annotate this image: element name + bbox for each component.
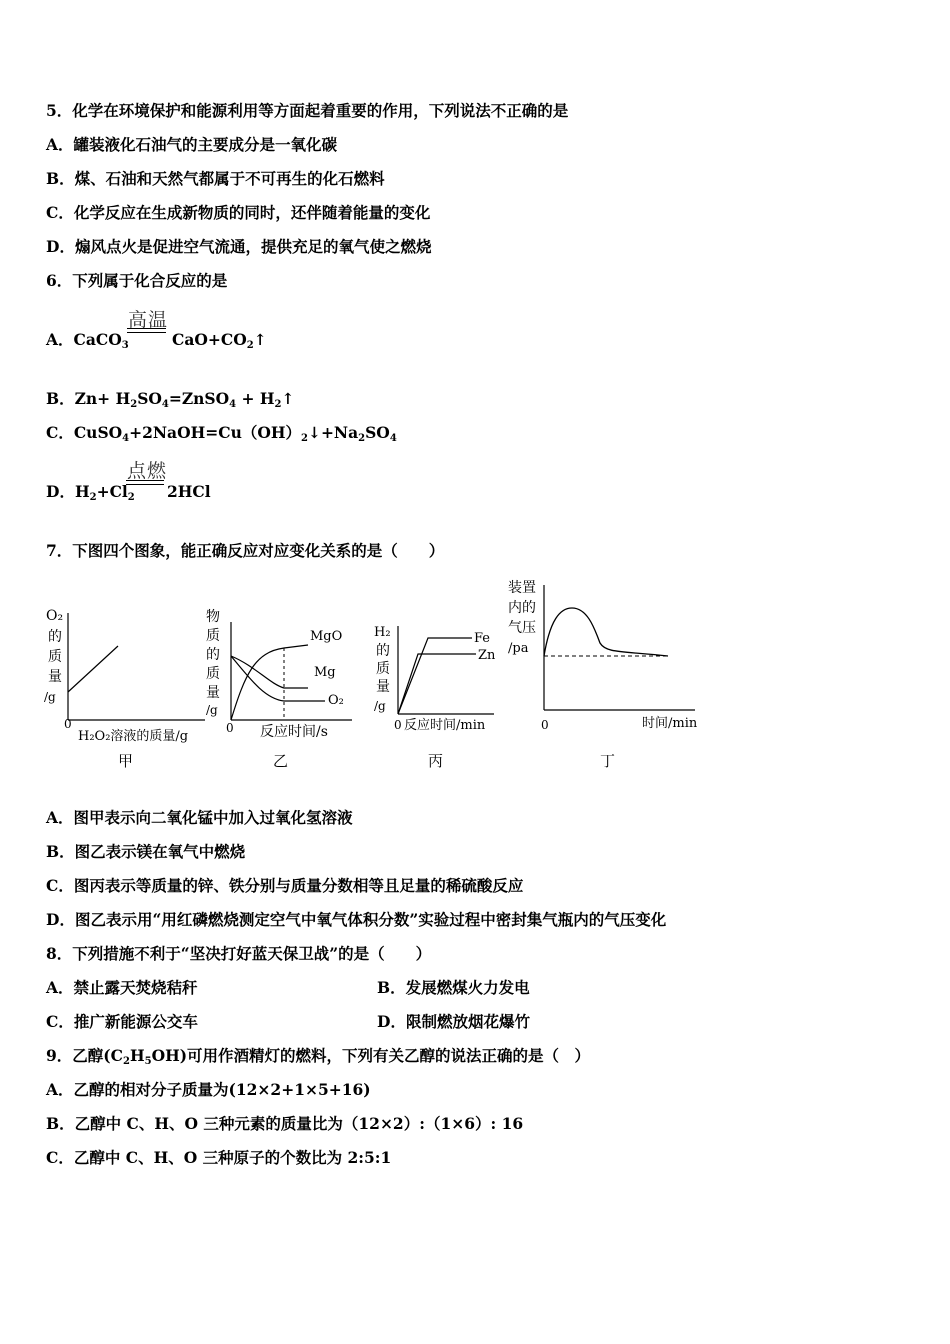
q5-option-a: A．罐装液化石油气的主要成分是一氧化碳 [46,135,338,154]
caption-jia: 甲 [118,752,134,770]
jia-ylabel-3: 量 [48,669,62,685]
q6-option-c [46,423,397,449]
ding-ylabel-2: 气压 [508,620,536,636]
q9-stem [46,1046,590,1072]
yi-xlabel: 反应时间/s [260,724,328,740]
graph-bing [372,622,502,742]
q5-option-d: D．煽风点火是促进空气流通，提供充足的氧气使之燃烧 [46,237,432,256]
q6-stem: 6．下列属于化合反应的是 [46,271,228,290]
yi-origin: 0 [226,721,234,735]
yi-curve-mg [231,656,308,688]
caption-bing: 丙 [428,752,444,770]
q8-stem: 8．下列措施不利于“坚决打好蓝天保卫战”的是（ ） [46,944,432,963]
q6-d-product: 2HCl [167,482,211,501]
q6-b-t4: + H [236,389,275,408]
q6-b-t3: =ZnSO [168,389,230,408]
jia-ylabel-1: 的 [48,629,62,645]
q7-option-d: D．图乙表示用“用红磷燃烧测定空气中氧气体积分数”实验过程中密封集气瓶内的气压变化 [46,910,667,929]
yi-label-mg: Mg [314,665,336,680]
q6-b-s3: 4 [229,399,237,410]
graph-yi [200,604,360,744]
graph-jia [40,605,210,745]
q9-stem-t1: 9．乙醇(C [46,1046,123,1065]
q9-stem-t2: H [129,1046,145,1065]
bing-origin: 0 [394,718,402,732]
q6-c-s2: 2 [300,433,308,444]
bing-ylabel-2: 质 [376,661,390,677]
caption-yi: 乙 [273,752,289,770]
q5-stem: 5．化学在环境保护和能源利用等方面起着重要的作用，下列说法不正确的是 [46,101,569,120]
q6-c-s4: 4 [389,433,397,444]
q9-option-c: C．乙醇中 C、H、O 三种原子的个数比为 2:5:1 [46,1148,392,1167]
q6-b-s1: 2 [130,399,138,410]
caption-ding: 丁 [600,752,616,770]
ding-ylabel-1: 内的 [508,600,536,616]
q9-stem-s1: 2 [122,1056,130,1067]
q6-a-condition: 高温 [128,309,169,331]
q6-b-t5: ↑ [281,389,295,408]
q6-c-s1: 4 [122,433,130,444]
yi-label-o2: O₂ [328,693,344,708]
q6-c-s3: 2 [358,433,366,444]
q7-stem: 7．下图四个图象，能正确反应对应变化关系的是（ ） [46,541,445,560]
q6-option-b [46,389,295,415]
q6-a-product-text: CaO+CO [172,330,247,349]
bing-line-fe [398,638,472,714]
q6-a-reactant: CaCO [73,330,122,349]
q6-d-t2: +Cl [96,482,128,501]
q6-a-gas-arrow: ↑ [253,330,267,349]
jia-line [68,646,118,692]
jia-ylabel-0: O₂ [46,608,64,624]
ding-xlabel: 时间/min [642,716,698,731]
q6-option-d [46,482,135,508]
q6-a-reactant-sub: 3 [121,340,129,351]
q6-a-label: A． [46,330,74,349]
q6-c-t2: +2NaOH=Cu（OH） [129,423,301,442]
q9-stem-t3: OH)可用作酒精灯的燃料，下列有关乙醇的说法正确的是（ ） [151,1046,591,1065]
q5-option-c: C．化学反应在生成新物质的同时，还伴随着能量的变化 [46,203,431,222]
q6-b-s2: 4 [161,399,169,410]
q6-d-s2: 2 [127,492,135,503]
jia-origin: 0 [64,717,72,731]
q6-d-label: D． [46,482,75,501]
q7-option-c: C．图丙表示等质量的锌、铁分别与质量分数相等且足量的稀硫酸反应 [46,876,524,895]
bing-ylabel-4: /g [374,699,386,713]
q6-c-t1: C．CuSO [46,423,123,442]
q7-option-a: A．图甲表示向二氧化锰中加入过氧化氢溶液 [46,808,353,827]
bing-label-fe: Fe [474,631,491,646]
q6-a-products [172,330,267,356]
q8-option-b: B．发展燃煤火力发电 [377,978,530,997]
q6-b-s4: 2 [274,399,282,410]
yi-ylabel-1: 质 [206,628,220,644]
q6-a-equals-sign [127,328,166,333]
q5-option-b: B．煤、石油和天然气都属于不可再生的化石燃料 [46,169,385,188]
q6-d-equals-sign [126,480,164,485]
yi-label-mgo: MgO [310,629,343,644]
bing-xlabel: 反应时间/min [404,718,486,733]
q8-option-c: C．推广新能源公交车 [46,1012,198,1031]
q6-option-a [46,330,129,356]
jia-xlabel: H₂O₂溶液的质量/g [78,729,189,744]
graph-ding [500,575,710,735]
q6-b-t2: SO [137,389,162,408]
q6-c-t4: SO [365,423,390,442]
yi-ylabel-4: 量 [206,685,220,701]
q7-option-b: B．图乙表示镁在氧气中燃烧 [46,842,246,861]
yi-ylabel-0: 物 [206,609,220,625]
q6-d-s1: 2 [89,492,97,503]
q6-d-condition: 点燃 [127,460,168,482]
jia-ylabel-4: /g [44,690,56,704]
q6-d-t1: H [74,482,90,501]
ding-ylabel-3: /pa [508,641,529,656]
bing-label-zn: Zn [478,648,496,663]
q9-stem-s2: 5 [144,1056,152,1067]
ding-ylabel-0: 装置 [508,580,536,596]
bing-ylabel-1: 的 [376,643,390,659]
yi-ylabel-3: 质 [206,666,220,682]
jia-ylabel-2: 质 [48,649,62,665]
yi-curve-mgo [231,645,308,720]
q8-option-a: A．禁止露天焚烧秸秆 [46,978,198,997]
yi-ylabel-5: /g [206,703,218,717]
bing-ylabel-0: H₂ [374,625,391,640]
ding-origin: 0 [541,718,549,732]
ding-curve [544,608,668,656]
bing-ylabel-3: 量 [376,679,390,695]
q6-a-product-sub: 2 [246,340,254,351]
yi-ylabel-2: 的 [206,647,220,663]
q9-option-a: A．乙醇的相对分子质量为(12×2+1×5+16) [46,1080,371,1099]
q6-c-t3: ↓+Na [307,423,359,442]
q9-option-b: B．乙醇中 C、H、O 三种元素的质量比为（12×2）:（1×6）: 16 [46,1114,524,1133]
q8-option-d: D．限制燃放烟花爆竹 [377,1012,530,1031]
q6-b-t1: B．Zn+ H [46,389,131,408]
